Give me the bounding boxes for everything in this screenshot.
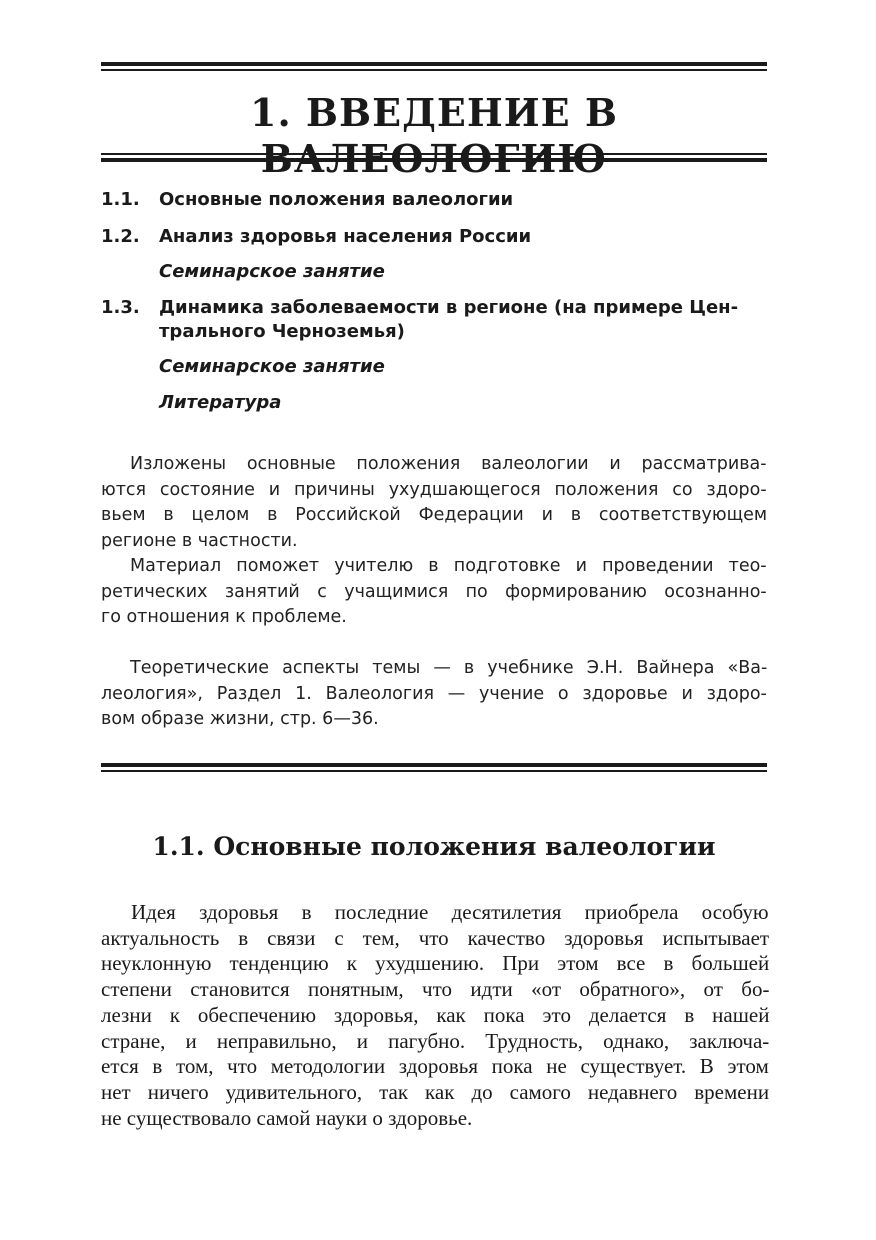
toc-subtitle: Литература bbox=[159, 392, 282, 413]
toc-number: 1.2. bbox=[101, 226, 140, 247]
divider-rule bbox=[101, 763, 767, 772]
intro-paragraph: Изложены основные положения валеологии и рассматрива- ются состояние и причины ухудшающегося положения со здоро- вьем в целом в Российской Федерации и в соответствующем регионе в частности. bbox=[101, 454, 768, 551]
top-rule bbox=[101, 62, 767, 71]
chapter-title: 1. ВВЕДЕНИЕ В bbox=[250, 90, 618, 135]
intro-paragraph: Материал поможет учителю в подготовке и проведении тео- ретических занятий с учащимися по формированию осознанно- го отношения к проблеме. bbox=[101, 556, 767, 627]
toc-subtitle: Семинарское занятие bbox=[159, 356, 385, 377]
intro-paragraph: Теоретические аспекты темы — в учебнике Э.Н. Вайнера «Ва- леология», Раздел 1. Валеология — учение о здоровье и здоро- вом образе жизни, стр. 6—36. bbox=[101, 658, 768, 729]
toc-number: 1.1. bbox=[101, 189, 140, 210]
section-body: Идея здоровья в последние десятилетия приобрела особую актуальность в связи с тем, что качество здоровья испытывает неуклонную тенденцию к ухудшению. При этом все в большей степени становится понятным, что идти «от обратного», от бо- лезни к обеспечению здоровья, как пока это делается в нашей стране, и неправильно, и пагубно. Трудность, однако, заключа- ется в том, что методологии здоровья пока не существует. В этом нет ничего удивительного, так как до самого недавнего времени не существовало самой науки о здоровье. bbox=[101, 900, 770, 1130]
title-rule bbox=[101, 153, 767, 162]
toc-title: трального Черноземья) bbox=[159, 321, 405, 342]
section-title: 1.1. Основные положения валеологии bbox=[152, 832, 716, 861]
toc-title: Динамика заболеваемости в регионе (на примере Цен- bbox=[159, 297, 739, 318]
toc-number: 1.3. bbox=[101, 297, 140, 318]
toc-title: Анализ здоровья населения России bbox=[159, 226, 532, 247]
toc-subtitle: Семинарское занятие bbox=[159, 261, 385, 282]
toc-title: Основные положения валеологии bbox=[159, 189, 514, 210]
